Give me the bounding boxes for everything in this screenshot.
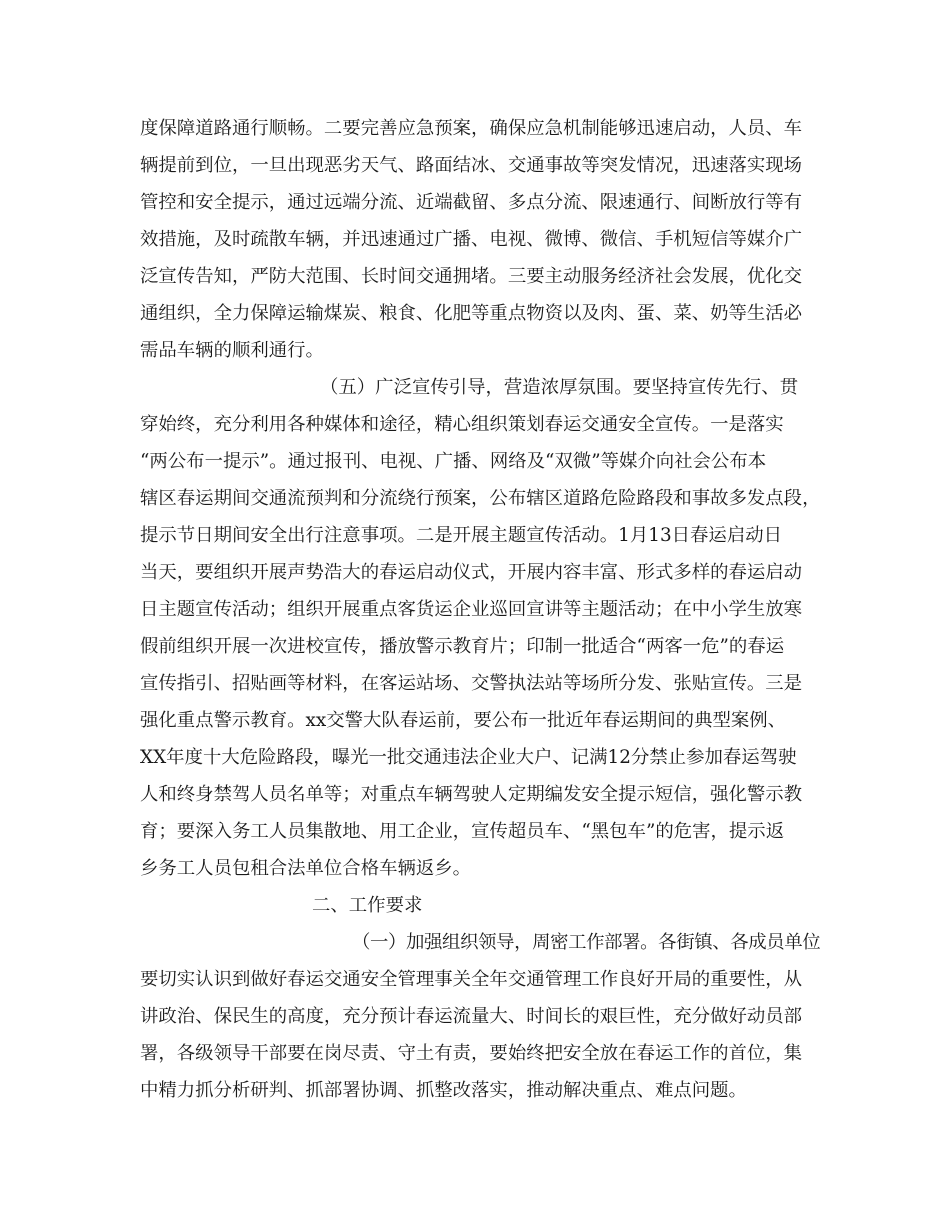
section-heading-five: （五）广泛宣传引导，营造浓厚氛围。要坚持宣传先行、贯 <box>320 377 799 398</box>
text-line: 效措施，及时疏散车辆，并迅速通过广播、电视、微博、微信、手机短信等媒介广 <box>140 229 803 250</box>
subsection-heading-one: （一）加强组织领导，周密工作部署。各街镇、各成员单位 <box>352 932 821 953</box>
text-line: 育；要深入务工人员集散地、用工企业，宣传超员车、“黑包车”的危害，提示返 <box>140 821 785 842</box>
section-heading-work-requirements: 二、工作要求 <box>312 895 423 916</box>
text-line: 通组织，全力保障运输煤炭、粮食、化肥等重点物资以及肉、蛋、菜、奶等生活必 <box>140 303 803 324</box>
text-line: 泛宣传告知，严防大范围、长时间交通拥堵。三要主动服务经济社会发展，优化交 <box>140 266 803 287</box>
text-line: 辆提前到位，一旦出现恶劣天气、路面结冰、交通事故等突发情况，迅速落实现场 <box>140 155 803 176</box>
text-line: 日主题宣传活动；组织开展重点客货运企业巡回宣讲等主题活动；在中小学生放寒 <box>140 599 803 620</box>
text-line: 讲政治、保民生的高度，充分预计春运流量大、时间长的艰巨性，充分做好动员部 <box>140 1006 803 1027</box>
text-line: 度保障道路通行顺畅。二要完善应急预案，确保应急机制能够迅速启动，人员、车 <box>140 118 803 139</box>
text-line: 当天，要组织开展声势浩大的春运启动仪式，开展内容丰富、形式多样的春运启动 <box>140 562 803 583</box>
text-line: 假前组织开展一次进校宣传，播放警示教育片；印制一批适合“两客一危”的春运 <box>140 636 785 657</box>
text-line: 管控和安全提示，通过远端分流、近端截留、多点分流、限速通行、间断放行等有 <box>140 192 803 213</box>
text-line: 需品车辆的顺利通行。 <box>140 340 324 361</box>
text-line: 辖区春运期间交通流预判和分流绕行预案，公布辖区道路危险路段和事故多发点段， <box>140 488 821 509</box>
text-line: 乡务工人员包租合法单位合格车辆返乡。 <box>140 858 472 879</box>
text-line: 宣传指引、招贴画等材料，在客运站场、交警执法站等场所分发、张贴宣传。三是 <box>140 673 803 694</box>
text-line: 强化重点警示教育。xx交警大队春运前，要公布一批近年春运期间的典型案例、 <box>140 710 787 731</box>
text-line: “两公布一提示”。通过报刊、电视、广播、网络及“双微”等媒介向社会公布本 <box>140 451 767 472</box>
text-line: 中精力抓分析研判、抓部署协调、抓整改落实，推动解决重点、难点问题。 <box>140 1080 747 1101</box>
text-line: XX年度十大危险路段，曝光一批交通违法企业大户、记满12分禁止参加春运驾驶 <box>140 747 797 768</box>
text-line: 署，各级领导干部要在岗尽责、守土有责，要始终把安全放在春运工作的首位，集 <box>140 1043 803 1064</box>
text-line: 要切实认识到做好春运交通安全管理事关全年交通管理工作良好开局的重要性，从 <box>140 969 803 990</box>
text-line: 穿始终，充分利用各种媒体和途径，精心组织策划春运交通安全宣传。一是落实 <box>140 414 784 435</box>
text-line: 提示节日期间安全出行注意事项。二是开展主题宣传活动。1月13日春运启动日 <box>140 525 782 546</box>
text-line: 人和终身禁驾人员名单等；对重点车辆驾驶人定期编发安全提示短信，强化警示教 <box>140 784 803 805</box>
